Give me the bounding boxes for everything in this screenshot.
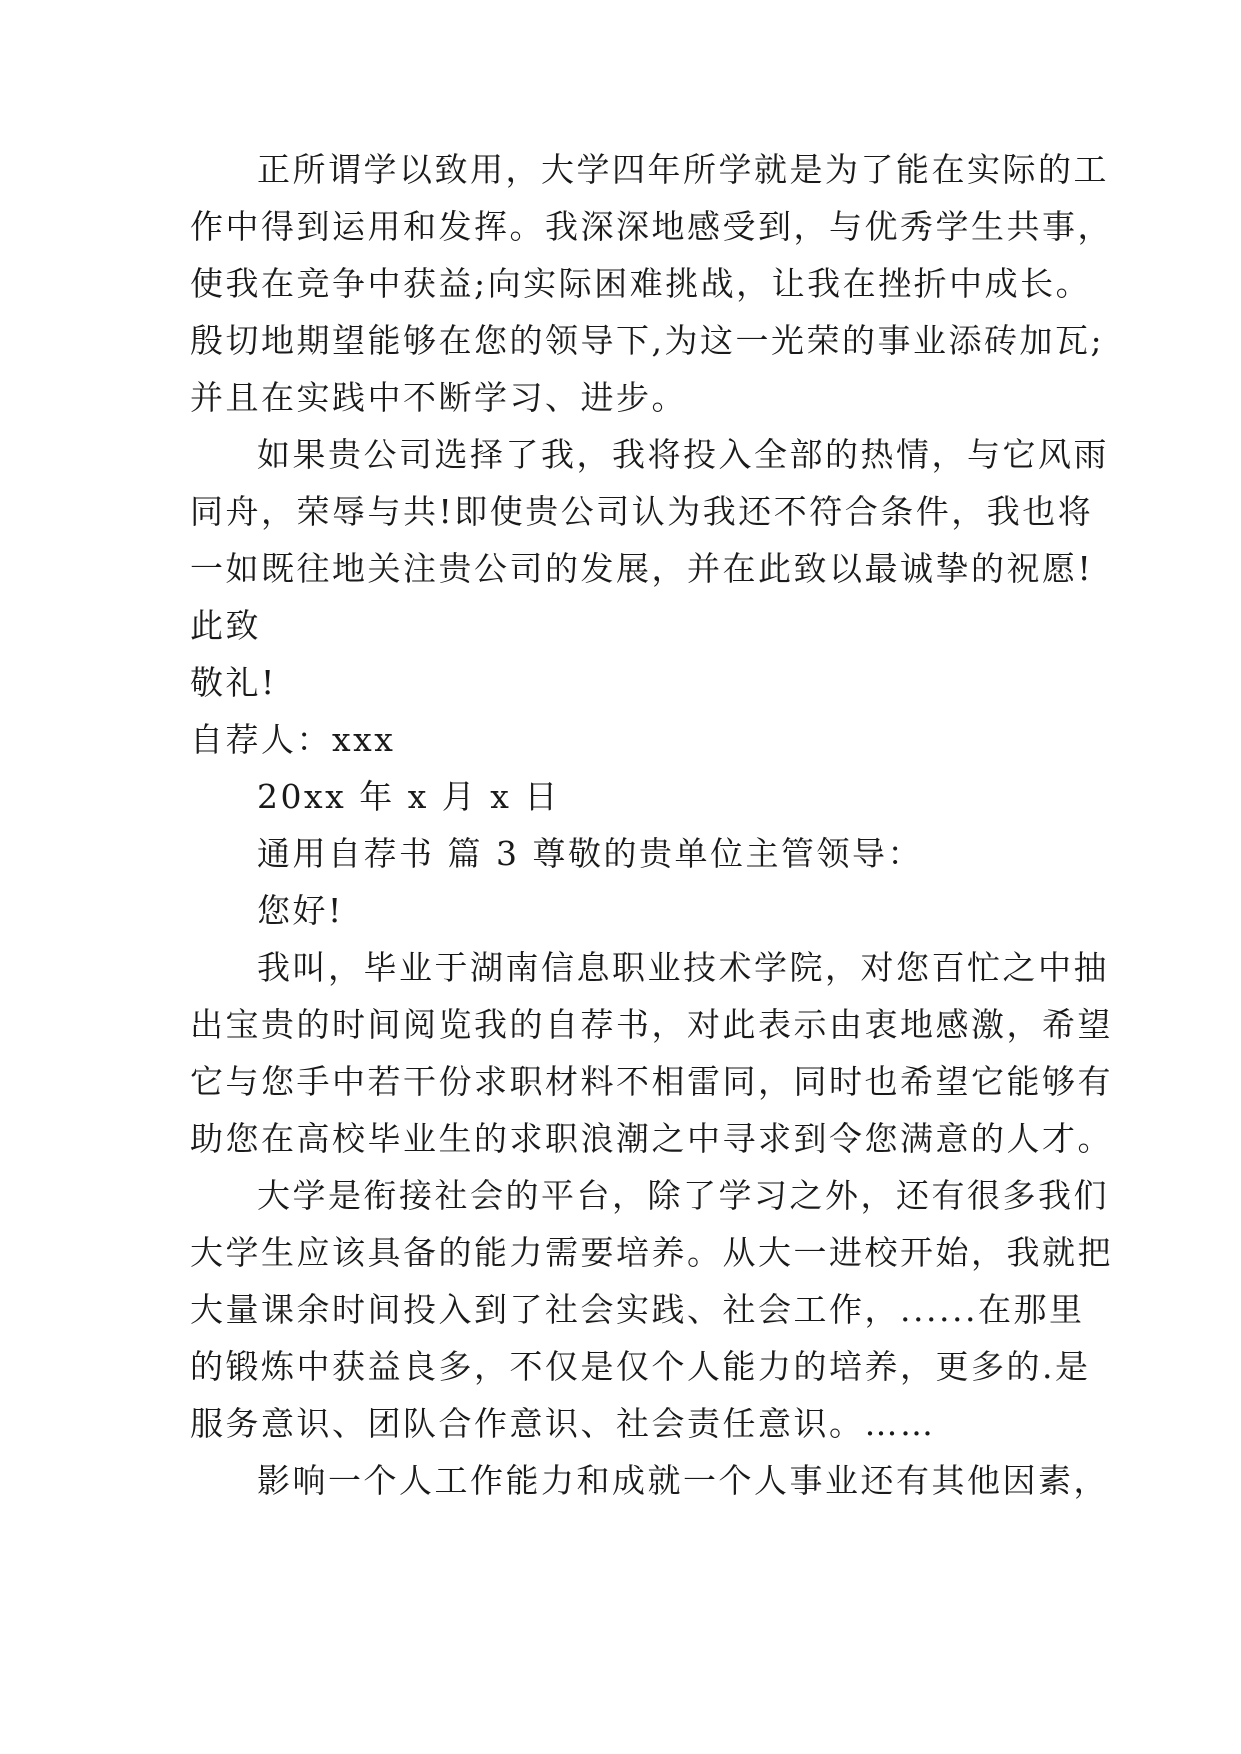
section-heading: 通用自荐书 篇 3 尊敬的贵单位主管领导：	[257, 834, 923, 873]
paragraph-line: 它与您手中若干份求职材料不相雷同，同时也希望它能够有	[190, 1062, 1113, 1101]
paragraph-line: 殷切地期望能够在您的领导下,为这一光荣的事业添砖加瓦;	[190, 321, 1105, 360]
paragraph-line: 我叫，毕业于湖南信息职业技术学院，对您百忙之中抽	[257, 948, 1109, 987]
paragraph-line: 并且在实践中不断学习、进步。	[190, 378, 687, 417]
date-line: 20xx 年 x 月 x 日	[257, 777, 560, 816]
paragraph-line: 同舟，荣辱与共!即使贵公司认为我还不符合条件，我也将	[190, 492, 1094, 531]
signature-line: 自荐人：xxx	[190, 720, 396, 759]
paragraph-line: 使我在竞争中获益;向实际困难挑战，让我在挫折中成长。	[190, 264, 1092, 303]
paragraph-line: 助您在高校毕业生的求职浪潮之中寻求到令您满意的人才。	[190, 1119, 1113, 1158]
paragraph-line: 出宝贵的时间阅览我的自荐书，对此表示由衷地感激，希望	[190, 1005, 1113, 1044]
paragraph-line: 服务意识、团队合作意识、社会责任意识。……	[190, 1404, 936, 1443]
paragraph-line: 大学是衔接社会的平台，除了学习之外，还有很多我们	[257, 1176, 1109, 1215]
paragraph-line: 大学生应该具备的能力需要培养。从大一进校开始，我就把	[190, 1233, 1113, 1272]
closing-salutation: 此致	[190, 606, 261, 645]
paragraph-line: 作中得到运用和发挥。我深深地感受到，与优秀学生共事，	[190, 207, 1113, 246]
paragraph-line: 如果贵公司选择了我，我将投入全部的热情，与它风雨	[257, 435, 1109, 474]
paragraph-line: 的锻炼中获益良多，不仅是仅个人能力的培养，更多的.是	[190, 1347, 1091, 1386]
greeting-line: 您好!	[257, 891, 344, 930]
paragraph-line: 正所谓学以致用，大学四年所学就是为了能在实际的工	[257, 150, 1109, 189]
paragraph-line: 影响一个人工作能力和成就一个人事业还有其他因素，	[257, 1461, 1109, 1500]
paragraph-line: 大量课余时间投入到了社会实践、社会工作，......在那里	[190, 1290, 1085, 1329]
paragraph-line: 一如既往地关注贵公司的发展，并在此致以最诚挚的祝愿!	[190, 549, 1094, 588]
closing-regards: 敬礼!	[190, 663, 277, 702]
